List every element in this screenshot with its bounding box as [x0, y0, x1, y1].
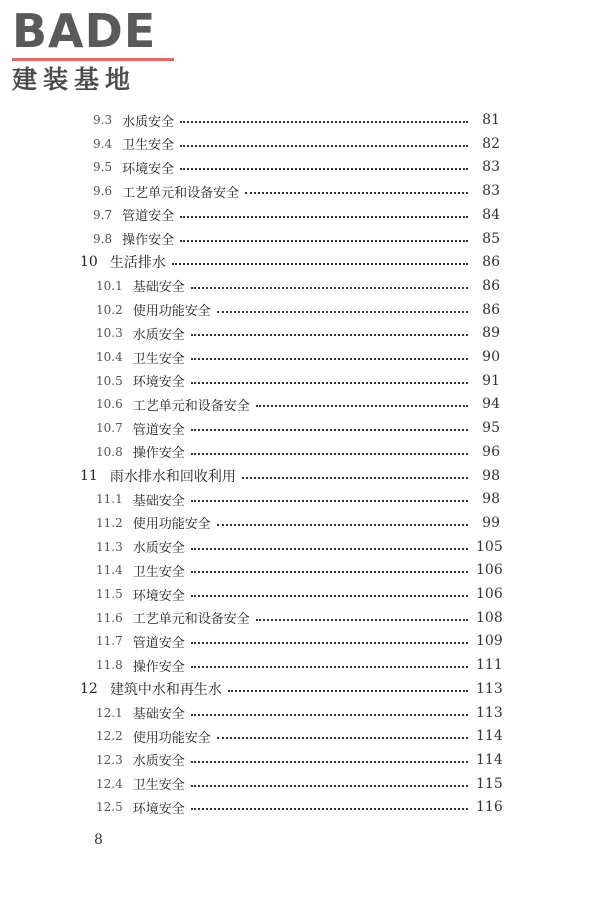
- toc-title: 水质安全: [122, 114, 175, 130]
- toc-dot-leader: [228, 690, 468, 692]
- toc-dot-leader: [180, 121, 468, 123]
- toc-number: 11.7: [96, 634, 123, 649]
- toc-title: 基础安全: [132, 707, 185, 722]
- toc-title: 生活排水: [109, 255, 166, 272]
- toc-number: 10: [80, 254, 98, 271]
- toc-number: 10.2: [96, 302, 123, 317]
- toc-dot-leader: [191, 287, 468, 289]
- toc-section-row: [96, 773, 503, 795]
- toc-title: 工艺单元和设备安全: [132, 612, 250, 628]
- toc-page-number: 89: [482, 325, 500, 342]
- toc-number: 9.8: [93, 231, 113, 246]
- toc-dot-leader: [191, 642, 468, 644]
- toc-section-row: [96, 441, 500, 463]
- toc-dot-leader: [172, 263, 468, 265]
- toc-page-number: 113: [476, 704, 503, 721]
- toc-page-number: 106: [476, 586, 503, 602]
- toc-number: 10.3: [96, 326, 123, 341]
- toc-number: 11.6: [96, 610, 123, 625]
- toc-dot-leader: [180, 240, 468, 242]
- toc-section-row: [96, 796, 503, 818]
- logo-underline: [12, 58, 174, 61]
- toc-title: 工艺单元和设备安全: [132, 398, 250, 414]
- toc-title: 操作安全: [122, 233, 175, 248]
- toc-title: 管道安全: [122, 209, 175, 225]
- toc-section-row: [96, 607, 503, 629]
- toc-number: 11: [80, 467, 98, 484]
- toc-page-number: 114: [476, 728, 503, 745]
- toc-number: 11.4: [96, 563, 123, 578]
- toc-section-row: [96, 322, 500, 344]
- toc-number: 10.5: [96, 373, 123, 388]
- toc-section-row: [96, 630, 503, 652]
- toc-chapter-row: [80, 251, 500, 273]
- toc-title: 卫生安全: [132, 351, 185, 367]
- toc-section-row: [96, 488, 500, 510]
- toc-section-row: [96, 393, 500, 415]
- toc-page-number: 95: [482, 420, 500, 437]
- toc-number: 11.5: [96, 587, 123, 601]
- toc-title: 卫生安全: [122, 138, 175, 154]
- toc-dot-leader: [256, 619, 468, 621]
- toc-dot-leader: [242, 477, 468, 479]
- toc-number: 12.3: [96, 752, 123, 767]
- toc-page-number: 108: [476, 609, 503, 626]
- toc-title: 使用功能安全: [132, 304, 211, 320]
- toc-number: 12.4: [96, 776, 123, 791]
- toc-section-row: [96, 417, 500, 439]
- toc-section-row: [96, 749, 503, 771]
- toc-title: 基础安全: [132, 280, 185, 296]
- toc-dot-leader: [217, 524, 468, 526]
- toc-number: 11.3: [96, 539, 123, 554]
- toc-page-number: 81: [482, 112, 500, 128]
- toc-page-number: 96: [482, 443, 500, 460]
- toc-title: 管道安全: [132, 635, 185, 651]
- toc-section-row: [96, 559, 503, 581]
- logo: [12, 6, 182, 96]
- toc-title: 管道安全: [132, 422, 185, 438]
- toc-title: 水质安全: [132, 541, 185, 557]
- toc-page-number: 91: [482, 372, 500, 389]
- toc-section-row: [96, 725, 503, 747]
- toc-dot-leader: [191, 785, 468, 787]
- toc-page-number: 82: [482, 135, 500, 152]
- toc-section-row: [96, 346, 500, 368]
- toc-dot-leader: [191, 666, 468, 668]
- toc-dot-leader: [191, 595, 468, 597]
- toc-number: 11.2: [96, 515, 123, 530]
- toc-number: 9.7: [93, 207, 113, 222]
- toc-title: 水质安全: [132, 327, 185, 343]
- toc-number: 12: [80, 680, 98, 697]
- toc-dot-leader: [191, 453, 468, 455]
- toc-number: 9.3: [93, 113, 113, 127]
- toc-number: 12.5: [96, 800, 123, 815]
- toc-number: 10.6: [96, 397, 123, 412]
- toc-dot-leader: [191, 429, 468, 431]
- toc-page-number: 85: [482, 230, 500, 247]
- toc-page-number: 98: [482, 491, 500, 508]
- toc-section-row: [96, 702, 503, 724]
- toc-number: 12.2: [96, 729, 123, 744]
- toc-section-row: [96, 583, 503, 605]
- toc-dot-leader: [191, 761, 468, 763]
- toc-page-number: 98: [482, 467, 500, 484]
- toc-page-number: 113: [476, 680, 503, 697]
- toc-dot-leader: [245, 192, 468, 194]
- logo-wordmark: BADE: [12, 4, 157, 58]
- toc-title: 环境安全: [132, 588, 185, 604]
- toc-dot-leader: [191, 358, 468, 360]
- toc-title: 环境安全: [122, 161, 175, 177]
- toc-dot-leader: [191, 334, 468, 336]
- toc-page-number: 84: [482, 206, 500, 223]
- toc-section-row: [93, 180, 500, 202]
- toc-page-number: 111: [476, 657, 503, 674]
- toc-dot-leader: [256, 405, 468, 407]
- toc-section-row: [96, 275, 500, 297]
- toc-page-number: 116: [476, 799, 503, 816]
- toc-section-row: [96, 536, 503, 558]
- toc-section-row: [96, 512, 500, 534]
- page-number: 8: [94, 832, 103, 848]
- toc-page-number: 115: [476, 775, 503, 792]
- toc-page-number: 94: [482, 396, 500, 413]
- toc-section-row: [96, 299, 500, 321]
- toc-number: 10.7: [96, 421, 123, 436]
- toc-page-number: 109: [476, 633, 503, 650]
- toc-page-number: 106: [476, 562, 503, 579]
- toc-dot-leader: [191, 382, 468, 384]
- toc-dot-leader: [191, 548, 468, 550]
- toc-title: 环境安全: [132, 375, 185, 391]
- toc-number: 10.4: [96, 350, 123, 364]
- toc-page-number: 105: [476, 538, 503, 555]
- toc-page-number: 99: [482, 514, 500, 531]
- toc-title: 基础安全: [132, 493, 185, 509]
- toc-section-row: [93, 133, 500, 155]
- toc-page-number: 86: [482, 277, 500, 294]
- toc-dot-leader: [180, 145, 468, 147]
- toc-number: 11.1: [96, 492, 123, 507]
- toc-page-number: 83: [482, 183, 500, 200]
- toc-dot-leader: [191, 500, 468, 502]
- toc-section-row: [96, 654, 503, 676]
- toc-section-row: [93, 109, 500, 131]
- toc-section-row: [93, 228, 500, 250]
- toc-title: 水质安全: [132, 754, 185, 770]
- toc-dot-leader: [191, 571, 468, 573]
- toc-number: 12.1: [96, 705, 123, 720]
- toc-section-row: [93, 156, 500, 178]
- toc-dot-leader: [217, 737, 468, 739]
- toc-title: 使用功能安全: [132, 730, 211, 746]
- toc-page-number: 86: [482, 254, 500, 271]
- toc-dot-leader: [217, 311, 468, 313]
- toc-chapter-row: [80, 678, 503, 700]
- toc-dot-leader: [191, 808, 468, 810]
- logo-subtitle: 建装基地: [12, 65, 137, 94]
- toc-section-row: [96, 370, 500, 392]
- toc-dot-leader: [180, 216, 468, 218]
- toc-number: 11.8: [96, 658, 123, 673]
- toc-number: 9.6: [93, 184, 113, 199]
- toc-page-number: 90: [482, 349, 500, 365]
- toc-number: 9.5: [93, 160, 113, 175]
- toc-dot-leader: [180, 168, 468, 170]
- toc-number: 9.4: [93, 136, 113, 151]
- toc-page-number: 114: [476, 751, 503, 768]
- toc-number: 10.8: [96, 444, 123, 459]
- toc-title: 操作安全: [132, 659, 185, 675]
- toc-title: 卫生安全: [132, 564, 185, 580]
- toc-title: 工艺单元和设备安全: [122, 185, 240, 201]
- toc-dot-leader: [191, 714, 468, 716]
- toc-number: 10.1: [96, 278, 123, 293]
- toc-title: 建筑中水和再生水: [109, 681, 222, 698]
- toc-title: 使用功能安全: [132, 517, 211, 533]
- toc-title: 操作安全: [132, 446, 185, 462]
- toc-page-number: 83: [482, 159, 500, 176]
- toc-title: 卫生安全: [132, 778, 185, 794]
- toc-chapter-row: [80, 465, 500, 487]
- toc-page-number: 86: [482, 301, 500, 318]
- toc-title: 环境安全: [132, 801, 185, 817]
- toc-title: 雨水排水和回收利用: [109, 468, 236, 485]
- toc-section-row: [93, 204, 500, 226]
